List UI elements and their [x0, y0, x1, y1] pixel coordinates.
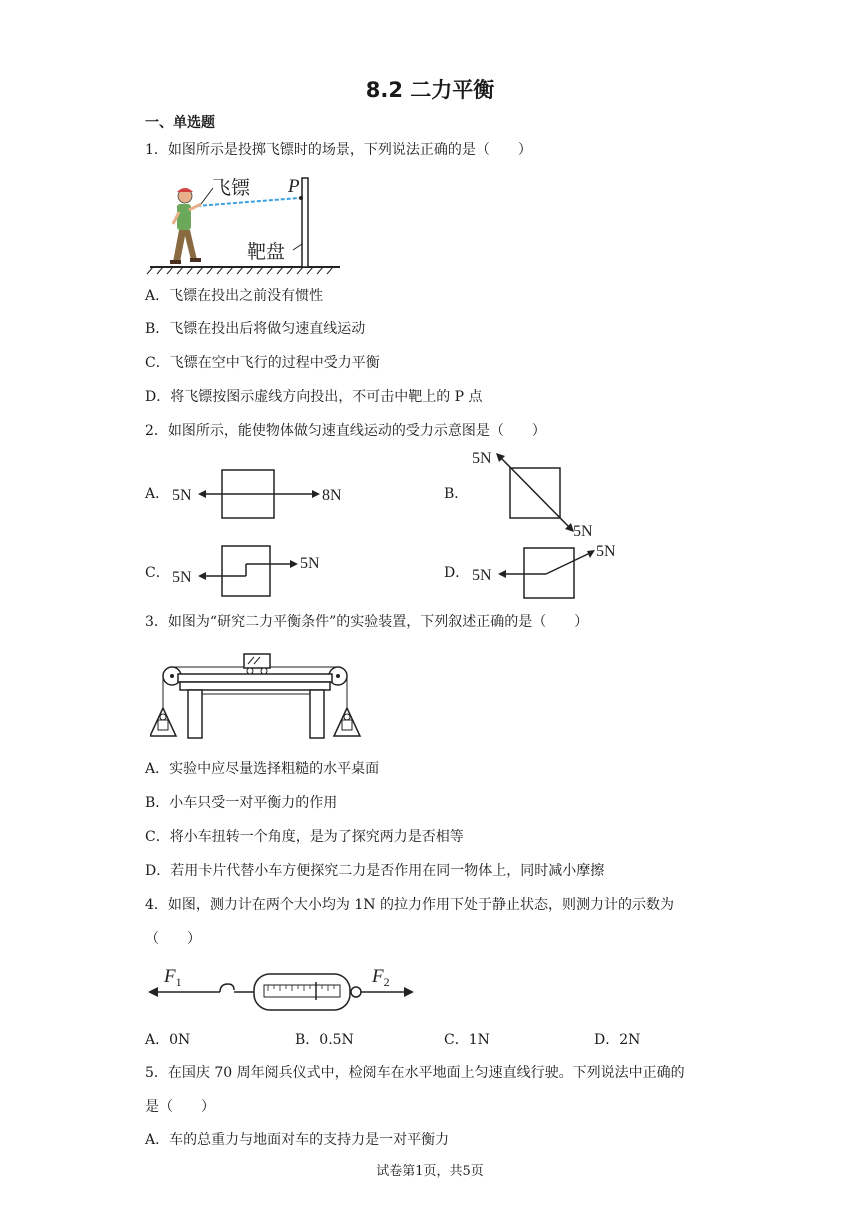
- svg-text:F1: [163, 966, 182, 989]
- q5-option-a: A．车的总重力与地面对车的支持力是一对平衡力: [145, 1132, 450, 1148]
- q4-option-d: D．2N: [594, 1032, 641, 1048]
- q4-spring-scale-figure: [146, 962, 418, 1012]
- q2-figure-c: [168, 544, 328, 600]
- q2-figure-a: [168, 466, 358, 522]
- q4-option-c: C．1N: [444, 1032, 490, 1048]
- force-f2-label: F: [372, 966, 384, 987]
- svg-text:F2: [371, 966, 390, 989]
- q1-stem: 1．如图所示是投掷飞镖时的场景，下列说法正确的是（ ）: [145, 142, 532, 158]
- q2-option-a: A．: [145, 486, 170, 502]
- q1-option-b: B．飞镖在投出后将做匀速直线运动: [145, 321, 366, 337]
- dart-label: 飞镖: [212, 178, 251, 199]
- q2-stem: 2．如图所示，能使物体做匀速直线运动的受力示意图是（ ）: [145, 423, 546, 439]
- force-5n-label: 5N: [472, 567, 492, 584]
- q3-option-d: D．若用卡片代替小车方便探究二力是否作用在同一物体上，同时减小摩擦: [145, 863, 605, 879]
- page-title: 8.2 二力平衡: [365, 78, 495, 102]
- q1-dart-figure: [145, 170, 345, 275]
- q1-option-c: C．飞镖在空中飞行的过程中受力平衡: [145, 355, 380, 371]
- force-f1-subscript: 1: [175, 975, 182, 989]
- q3-option-b: B．小车只受一对平衡力的作用: [145, 795, 338, 811]
- q4-stem-cont: （ ）: [145, 931, 201, 947]
- q2-option-b: B．: [444, 486, 469, 502]
- section-heading: 一、单选题: [145, 115, 215, 131]
- q4-option-a: A．0N: [145, 1032, 191, 1048]
- q2-figure-d: [470, 538, 630, 600]
- force-8n-label: 8N: [322, 487, 342, 504]
- q5-stem-cont: 是（ ）: [145, 1099, 215, 1115]
- q5-stem: 5．在国庆 70 周年阅兵仪式中，检阅车在水平地面上匀速直线行驶。下列说法中正确的: [145, 1065, 685, 1081]
- q2-option-d: D．: [444, 565, 470, 581]
- q4-option-b: B．0.5N: [295, 1032, 354, 1048]
- force-5n-label: 5N: [596, 543, 616, 560]
- q4-stem: 4．如图，测力计在两个大小均为 1N 的拉力作用下处于静止状态，则测力计的示数为: [145, 897, 674, 913]
- page-footer: 试卷第1页，共5页: [376, 1164, 484, 1179]
- q2-figure-b: [470, 448, 610, 540]
- force-5n-label: 5N: [300, 555, 320, 572]
- q3-stem: 3．如图为“研究二力平衡条件”的实验装置，下列叙述正确的是（ ）: [145, 614, 589, 630]
- force-f2-subscript: 2: [383, 975, 390, 989]
- force-f1-label: F: [164, 966, 176, 987]
- q2-option-c: C．: [145, 565, 170, 581]
- force-5n-label: 5N: [573, 523, 593, 540]
- board-label: 靶盘: [247, 242, 286, 263]
- q3-option-a: A．实验中应尽量选择粗糙的水平桌面: [145, 761, 380, 777]
- force-5n-label: 5N: [172, 487, 192, 504]
- force-5n-label: 5N: [472, 450, 492, 467]
- force-5n-label: 5N: [172, 569, 192, 586]
- q1-option-a: A．飞镖在投出之前没有惯性: [145, 288, 324, 304]
- q1-option-d: D．将飞镖按图示虚线方向投出，不可击中靶上的 P 点: [145, 389, 483, 405]
- q3-apparatus-figure: [150, 646, 370, 746]
- point-p-label: P: [288, 176, 300, 197]
- q3-option-c: C．将小车扭转一个角度，是为了探究两力是否相等: [145, 829, 464, 845]
